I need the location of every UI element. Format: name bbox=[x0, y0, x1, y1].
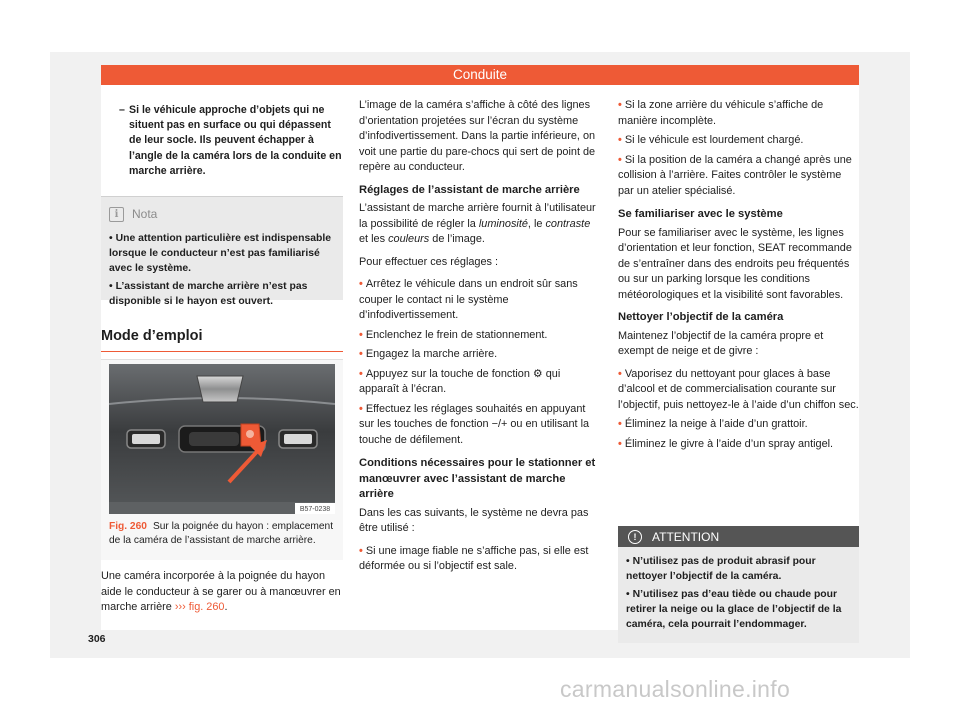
attention-body bbox=[618, 547, 859, 632]
attention-box bbox=[618, 526, 859, 643]
text-run: L’assistant de marche arrière fournit à l’utilisateur la possibilité de régler la bbox=[359, 202, 596, 230]
warning-text: Si le véhicule approche d’objets qui ne situent pas en surface ou qui dépassent de leur socle. Ils peuvent échapper à l’angle de la caméra lors de la conduite en marche arrière. bbox=[129, 104, 342, 177]
paragraph: Pour effectuer ces réglages : bbox=[359, 255, 499, 268]
list-item bbox=[359, 277, 601, 324]
bullet-dot: • bbox=[618, 134, 622, 146]
nota-item bbox=[109, 279, 337, 309]
bullet-dot: • bbox=[359, 402, 363, 415]
text-run: de l’image. bbox=[432, 233, 485, 245]
page-number: 306 bbox=[88, 633, 106, 645]
bullet-dot: • bbox=[618, 99, 622, 111]
attention-item-text: N’utilisez pas de produit abrasif pour nettoyer l’objectif de la caméra. bbox=[626, 556, 816, 582]
bullet-dot: • bbox=[618, 437, 622, 450]
figure-number: Fig. 260 bbox=[109, 521, 147, 532]
list-item-text: Si le véhicule est lourdement chargé. bbox=[624, 134, 804, 146]
bullet-dot: • bbox=[618, 418, 622, 430]
nota-item-text: L’assistant de marche arrière n’est pas disponible si le hayon est ouvert. bbox=[109, 281, 308, 307]
watermark: carmanualsonline.info bbox=[560, 676, 791, 702]
list-item bbox=[618, 367, 859, 414]
intro-text-body: Une caméra incorporée à la poignée du hayon aide le conducteur à se garer ou à manœuvrer en marche arrière bbox=[101, 570, 341, 613]
figure bbox=[101, 359, 343, 560]
bullet-dot: • bbox=[359, 348, 363, 360]
camera-lens bbox=[246, 430, 254, 438]
list-item bbox=[618, 133, 859, 149]
dash-marker: – bbox=[119, 104, 125, 116]
plate-light-left-lens bbox=[132, 434, 160, 444]
list-item-text: Si la zone arrière du véhicule s’affiche de manière incomplète. bbox=[618, 99, 824, 127]
nota-item-text: Une attention particulière est indispensable lorsque le conducteur n’est pas familiarisé avec le système. bbox=[109, 233, 332, 274]
figure-link[interactable]: ››› fig. 260 bbox=[174, 601, 225, 613]
bullet-dot: • bbox=[359, 544, 363, 557]
attention-item-text: N’utilisez pas d’eau tiède ou chaude pour retirer la neige ou la glace de l’objectif de la caméra, cela pourrait l’endommager. bbox=[626, 589, 842, 630]
warning-icon: ! bbox=[628, 530, 642, 544]
list-item-text: Si une image fiable ne s’affiche pas, si elle est déformée ou si l’objectif est sale. bbox=[359, 544, 589, 572]
list-item-text: Appuyez sur la touche de fonction ⚙ qui apparaît à l’écran. bbox=[359, 367, 561, 395]
nota-body bbox=[109, 231, 337, 312]
bullet-dot: • bbox=[359, 367, 363, 380]
list-item bbox=[618, 437, 859, 453]
nota-box bbox=[101, 196, 343, 307]
list-item bbox=[618, 98, 859, 129]
paragraph: Maintenez l’objectif de la caméra propre et exempt de neige et de givre : bbox=[618, 329, 824, 357]
section-title: Mode d’emploi bbox=[101, 328, 343, 352]
text-run: , le bbox=[527, 217, 543, 230]
list-item bbox=[359, 544, 601, 575]
list-item-text: Engagez la marche arrière. bbox=[365, 348, 498, 360]
handle-recess bbox=[189, 432, 239, 446]
brand-logo bbox=[197, 376, 243, 402]
nota-label: Nota bbox=[132, 207, 158, 221]
list-item-text: Enclenchez le frein de stationnement. bbox=[365, 328, 548, 341]
info-icon: i bbox=[109, 207, 124, 222]
plate-light-right-lens bbox=[284, 434, 312, 444]
list-item-text: Éliminez le givre à l’aide d’un spray antigel. bbox=[624, 437, 834, 450]
list-item-text: Si la position de la caméra a changé après une collision à l’arrière. Faites contrôler le système par un atelier spécialisé. bbox=[618, 153, 852, 197]
subheading: Conditions nécessaires pour le stationner et manœuvrer avec l’assistant de marche arrière bbox=[359, 457, 596, 500]
bullet-dot: • bbox=[618, 153, 622, 166]
list-item-text: Arrêtez le véhicule dans un endroit sûr sans couper le contact ni le système d’infodivertissement. bbox=[359, 278, 578, 321]
bullet-dot: • bbox=[359, 328, 363, 341]
bullet-dot: • bbox=[618, 367, 622, 380]
list-item bbox=[359, 367, 601, 398]
list-item-text: Effectuez les réglages souhaités en appuyant sur les touches de fonction −/+ ou en utilisant la touche de défilement. bbox=[359, 402, 590, 446]
list-item bbox=[618, 417, 859, 433]
term-couleurs: couleurs bbox=[388, 233, 430, 245]
intro-text-end: . bbox=[224, 601, 228, 613]
bullet-dot: • bbox=[109, 281, 113, 292]
figure-caption bbox=[109, 520, 339, 547]
column-right bbox=[618, 98, 859, 630]
bullet-dot: • bbox=[109, 233, 113, 244]
attention-label: ATTENTION bbox=[652, 529, 720, 544]
intro-paragraph bbox=[101, 569, 343, 616]
term-luminosite: luminosité bbox=[478, 217, 528, 230]
list-item-text: Éliminez la neige à l’aide d’un grattoir. bbox=[624, 418, 808, 430]
attention-header bbox=[618, 526, 859, 547]
page-content bbox=[101, 85, 859, 630]
nota-item bbox=[109, 231, 337, 276]
warning-continuation bbox=[119, 103, 345, 179]
paragraph: Dans les cas suivants, le système ne devra pas être utilisé : bbox=[359, 506, 589, 534]
paragraph: Pour se familiariser avec le système, les lignes d’orientation et leur fonction, SEAT recommande de s’entraîner dans des endroits peu fréquentés ou sur un parking lorsque les conditions météorologiques et la visibilité sont favorables. bbox=[618, 226, 852, 301]
term-contraste: contraste bbox=[545, 217, 591, 230]
figure-image bbox=[109, 364, 335, 514]
nota-header bbox=[109, 205, 157, 223]
attention-item bbox=[626, 554, 851, 584]
subheading: Se familiariser avec le système bbox=[618, 208, 783, 220]
intro-text bbox=[101, 569, 343, 616]
list-item bbox=[359, 328, 601, 344]
subheading: Réglages de l’assistant de marche arrière bbox=[359, 183, 580, 196]
bullet-dot: • bbox=[359, 278, 363, 290]
list-item-text: Vaporisez du nettoyant pour glaces à base d’alcool et de commercialisation courante sur l’objectif, puis nettoyez-le à l’aide d’un chiffon sec. bbox=[618, 367, 859, 411]
bullet-dot: • bbox=[626, 556, 630, 567]
paragraph: L’image de la caméra s’affiche à côté des lignes d’orientation projetées sur l’écran du système d’infodivertissement. Dans la partie inférieure, on voit une partie du pare-chocs qui sert de point de repère au conducteur. bbox=[359, 99, 596, 173]
list-item bbox=[359, 347, 601, 363]
list-item bbox=[359, 402, 601, 449]
text-run: et les bbox=[359, 233, 386, 245]
list-item bbox=[618, 153, 859, 200]
paragraph bbox=[359, 201, 601, 248]
bullet-dot: • bbox=[626, 589, 630, 600]
column-middle bbox=[359, 98, 601, 575]
chapter-header: Conduite bbox=[101, 65, 859, 85]
column-left bbox=[101, 85, 343, 630]
figure-caption-text: Sur la poignée du hayon : emplacement de la caméra de l’assistant de marche arrière. bbox=[109, 521, 334, 546]
attention-item bbox=[626, 587, 851, 632]
figure-code: B57-0238 bbox=[299, 506, 331, 513]
subheading: Nettoyer l’objectif de la caméra bbox=[618, 311, 784, 323]
